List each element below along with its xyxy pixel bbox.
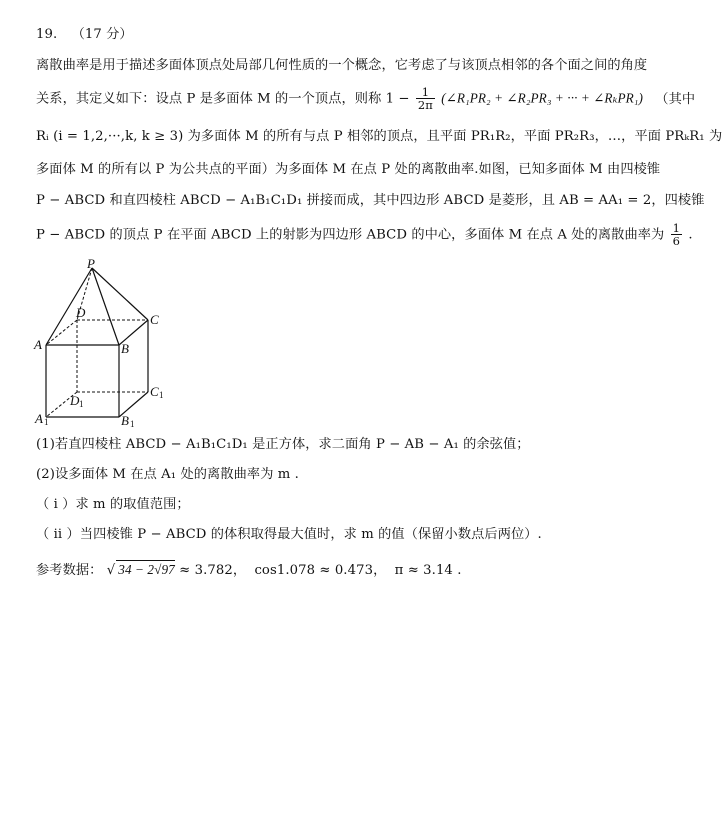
reference-label: 参考数据： (36, 563, 103, 578)
label-P: P (87, 256, 95, 271)
reference-data (36, 560, 462, 580)
polyhedron-diagram (30, 255, 180, 430)
definition-fraction (416, 86, 435, 112)
label-D1-subscript: 1 (79, 399, 84, 409)
intro-line-1: 离散曲率是用于描述多面体顶点处局部几何性质的一个概念，它考虑了与该顶点相邻的各个面之间的角度 (36, 58, 648, 73)
question-number: 19. (36, 27, 58, 42)
intro-line-2-tail: （其中 (655, 91, 696, 107)
label-A1-subscript: 1 (44, 417, 49, 427)
question-header (36, 26, 133, 44)
label-B: B (121, 341, 129, 356)
label-D: D (76, 305, 86, 320)
curvature-fraction (671, 222, 682, 248)
visible-edges (46, 268, 148, 417)
curvature-fraction-denominator: 6 (672, 234, 681, 248)
sqrt-expression: √ 34 − 2√97 (106, 562, 175, 578)
intro-line-6 (36, 222, 693, 248)
sqrt-value: ≈ 3.782， (179, 563, 247, 578)
polyhedron-figure (30, 255, 180, 430)
label-D1: D (70, 393, 80, 408)
question-points: （17 分） (71, 27, 133, 42)
cos-reference: cos1.078 ≈ 0.473， (254, 563, 387, 578)
intro-line-6-text: P − ABCD 的顶点 P 在平面 ABCD 上的射影为四边形 ABCD 的中心，多面体 M 在点 A 处的离散曲率为 (36, 227, 665, 243)
definition-fraction-numerator: 1 (416, 86, 435, 99)
curvature-fraction-numerator: 1 (672, 221, 681, 235)
edge-PC (92, 268, 148, 320)
definition-angle-sum: (∠R₁PR₂ + ∠R₂PR₃ + ··· + ∠RₖPR₁) (441, 90, 643, 106)
intro-line-2 (36, 86, 695, 112)
intro-line-2-text: 关系，其定义如下：设点 P 是多面体 M 的一个顶点，则称 1 − (36, 91, 410, 107)
intro-line-6-end: . (688, 227, 693, 243)
intro-line-4: 多面体 M 的所有以 P 为公共点的平面）为多面体 M 在点 P 处的离散曲率.如图，已知多面体 M 由四棱锥 (36, 162, 661, 177)
label-A1: A (35, 411, 43, 426)
sqrt-radicand: 34 − 2√97 (118, 562, 175, 577)
part-2-i: （ i ）求 m 的取值范围； (36, 497, 190, 512)
label-B1: B (121, 413, 129, 428)
label-C: C (150, 312, 159, 327)
definition-fraction-denominator: 2π (417, 98, 433, 112)
edge-DA (46, 320, 77, 345)
label-C1-subscript: 1 (159, 390, 164, 400)
pi-reference: π ≈ 3.14 . (394, 563, 462, 578)
part-2: (2)设多面体 M 在点 A₁ 处的离散曲率为 m . (36, 467, 299, 482)
hidden-edges (46, 268, 148, 417)
label-B1-subscript: 1 (130, 419, 135, 429)
edge-PB (92, 268, 119, 345)
intro-line-5: P − ABCD 和直四棱柱 ABCD − A₁B₁C₁D₁ 拼接而成，其中四边形 ABCD 是菱形，且 AB = AA₁ = 2，四棱锥 (36, 193, 705, 208)
part-2-ii: （ ii ）当四棱锥 P − ABCD 的体积取得最大值时，求 m 的值（保留小数点后两位）. (36, 527, 542, 542)
intro-line-3: Rᵢ (i = 1,2,···,k, k ≥ 3) 为多面体 M 的所有与点 P 相邻的顶点，且平面 PR₁R₂，平面 PR₂R₃，…，平面 PRₖR₁ 为 (36, 129, 722, 144)
part-1: (1)若直四棱柱 ABCD − A₁B₁C₁D₁ 是正方体，求二面角 P − AB − A₁ 的余弦值； (36, 437, 530, 452)
label-A: A (34, 337, 42, 352)
label-C1: C (150, 384, 159, 399)
